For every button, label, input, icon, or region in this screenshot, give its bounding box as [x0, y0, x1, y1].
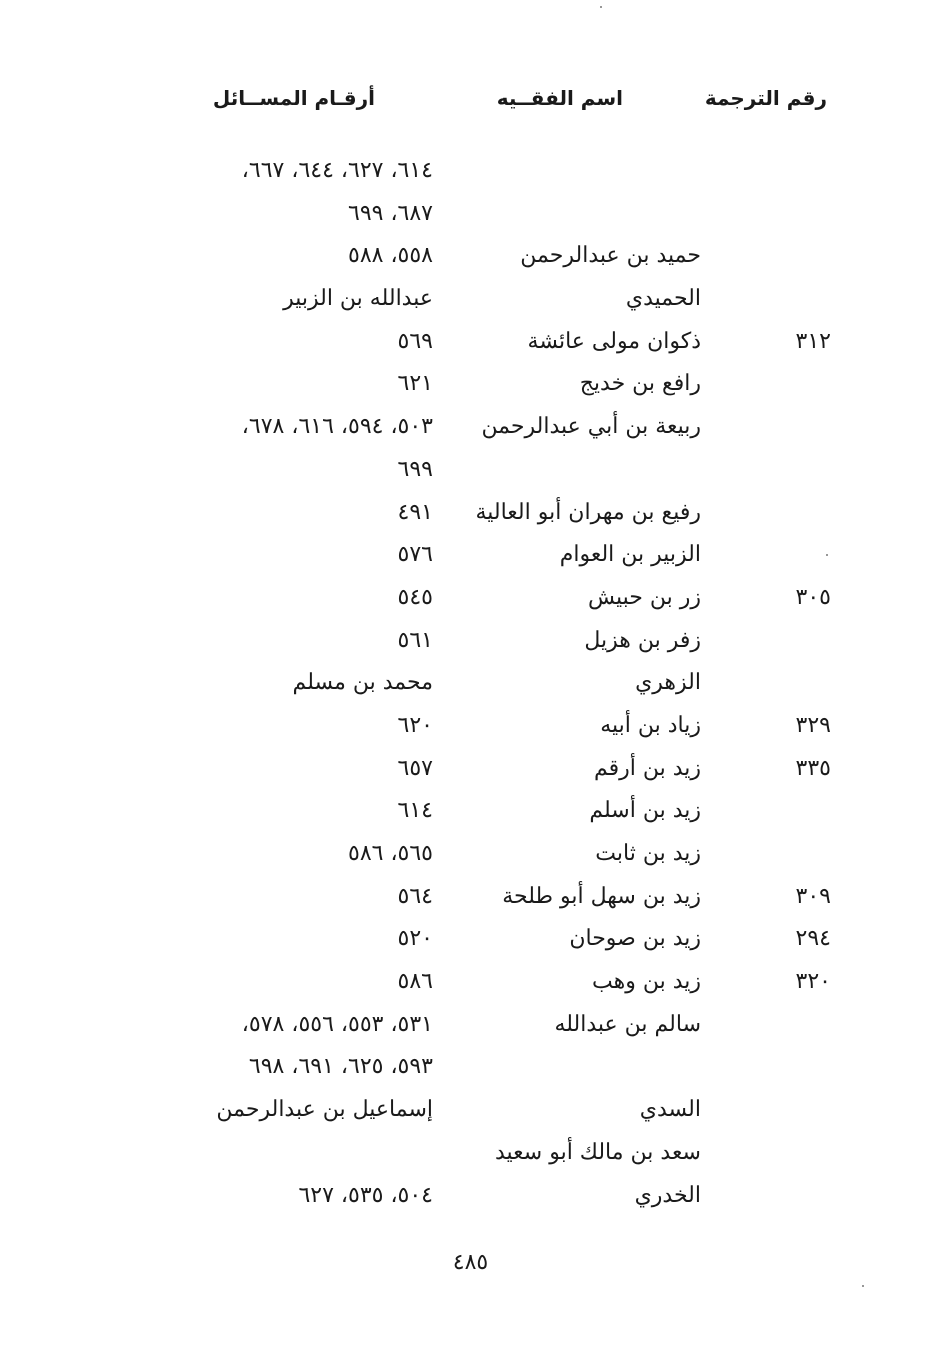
table-row — [0, 534, 941, 577]
translation-number: ٣٠٥ — [795, 584, 831, 610]
issue-numbers: ٥٦٥، ٥٨٦ — [348, 841, 433, 866]
table-row — [0, 1175, 941, 1218]
table-row — [0, 918, 941, 961]
table-row — [0, 790, 941, 833]
issue-numbers: عبدالله بن الزبير — [283, 286, 433, 312]
jurist-name: زيد بن صوحان — [569, 926, 701, 952]
issue-numbers: ٥٦١ — [397, 627, 433, 653]
jurist-name: زيد بن أسلم — [589, 798, 701, 824]
issue-numbers: ٥٨٦ — [397, 969, 433, 995]
table-row — [0, 235, 941, 278]
table-row — [0, 1089, 941, 1132]
table-row — [0, 363, 941, 406]
translation-number: ٣٣٥ — [795, 755, 831, 781]
issue-numbers: ٥٤٥ — [397, 584, 433, 610]
index-table — [0, 150, 941, 1217]
scan-speck — [600, 6, 602, 8]
jurist-name: سالم بن عبدالله — [554, 1011, 701, 1037]
issue-numbers: ٥٧٦ — [397, 542, 433, 568]
table-row — [0, 150, 941, 193]
issue-numbers: ٦١٤، ٦٢٧، ٦٤٤، ٦٦٧، — [241, 158, 433, 183]
jurist-name: ربيعة بن أبي عبدالرحمن — [481, 414, 701, 440]
issue-numbers: ٦٢٠ — [397, 712, 433, 738]
jurist-name: حميد بن عبدالرحمن — [520, 243, 701, 269]
jurist-name: رافع بن خديج — [579, 371, 701, 397]
table-row — [0, 1046, 941, 1089]
header-issue-numbers: أرقـام المســائل — [212, 86, 375, 110]
translation-number: ٣١٢ — [795, 328, 831, 354]
issue-numbers: ٥٠٤، ٥٣٥، ٦٢٧ — [298, 1182, 433, 1208]
page-number: ٤٨٥ — [452, 1250, 489, 1275]
table-row — [0, 833, 941, 876]
table-row — [0, 1132, 941, 1175]
issue-numbers: ٥٠٣، ٥٩٤، ٦١٦، ٦٧٨، — [241, 414, 433, 440]
table-row — [0, 406, 941, 449]
issue-numbers: ٥٦٤ — [397, 883, 433, 909]
jurist-name: السدي — [639, 1097, 701, 1123]
table-row — [0, 278, 941, 321]
table-header — [0, 86, 941, 120]
jurist-name: الزبير بن العوام — [559, 542, 701, 568]
jurist-name: زر بن حبيش — [587, 584, 701, 610]
jurist-name: زيد بن ثابت — [595, 841, 701, 866]
table-row — [0, 193, 941, 236]
issue-numbers: إسماعيل بن عبدالرحمن — [216, 1097, 433, 1123]
translation-number: ٣٠٩ — [795, 883, 831, 909]
issue-numbers: ٥٥٨، ٥٨٨ — [348, 243, 433, 269]
jurist-name: زياد بن أبيه — [600, 712, 701, 738]
table-row — [0, 492, 941, 535]
issue-numbers: ٦٢١ — [397, 371, 433, 397]
issue-numbers: ٥٦٩ — [397, 328, 433, 354]
table-row — [0, 961, 941, 1004]
scan-speck — [826, 554, 828, 556]
table-row — [0, 662, 941, 705]
issue-numbers: ٥٩٣، ٦٢٥، ٦٩١، ٦٩٨ — [248, 1054, 433, 1080]
translation-number: ٣٢٩ — [795, 712, 831, 738]
jurist-name: ذكوان مولى عائشة — [527, 328, 701, 354]
jurist-name: زيد بن سهل أبو طلحة — [502, 883, 701, 909]
jurist-name: زفر بن هزيل — [584, 627, 701, 653]
header-jurist-name: اسم الفقــيه — [496, 86, 623, 110]
issue-numbers: ٦٥٧ — [397, 755, 433, 781]
jurist-name: الخدري — [634, 1182, 701, 1208]
table-row — [0, 748, 941, 791]
issue-numbers: ٦٩٩ — [397, 456, 433, 482]
table-row — [0, 705, 941, 748]
issue-numbers: ٥٣١، ٥٥٣، ٥٥٦، ٥٧٨، — [241, 1011, 433, 1037]
issue-numbers: ٦١٤ — [397, 798, 433, 824]
translation-number: ٣٢٠ — [795, 969, 831, 995]
table-row — [0, 321, 941, 364]
jurist-name: الزهري — [635, 670, 701, 696]
jurist-name: سعد بن مالك أبو سعيد — [494, 1139, 701, 1165]
issue-numbers: ٦٨٧، ٦٩٩ — [348, 200, 433, 226]
jurist-name: الحميدي — [625, 286, 701, 312]
table-row — [0, 620, 941, 663]
table-row — [0, 1004, 941, 1047]
jurist-name: زيد بن وهب — [592, 969, 701, 995]
table-row — [0, 876, 941, 919]
table-row — [0, 577, 941, 620]
issue-numbers: ٥٢٠ — [397, 926, 433, 952]
table-row — [0, 449, 941, 492]
jurist-name: رفيع بن مهران أبو العالية — [475, 499, 701, 525]
jurist-name: زيد بن أرقم — [593, 755, 701, 781]
issue-numbers: محمد بن مسلم — [292, 670, 433, 696]
header-translation-number: رقم الترجمة — [704, 86, 827, 110]
issue-numbers: ٤٩١ — [397, 499, 433, 525]
translation-number: ٢٩٤ — [795, 926, 831, 952]
scan-speck — [862, 1285, 864, 1287]
